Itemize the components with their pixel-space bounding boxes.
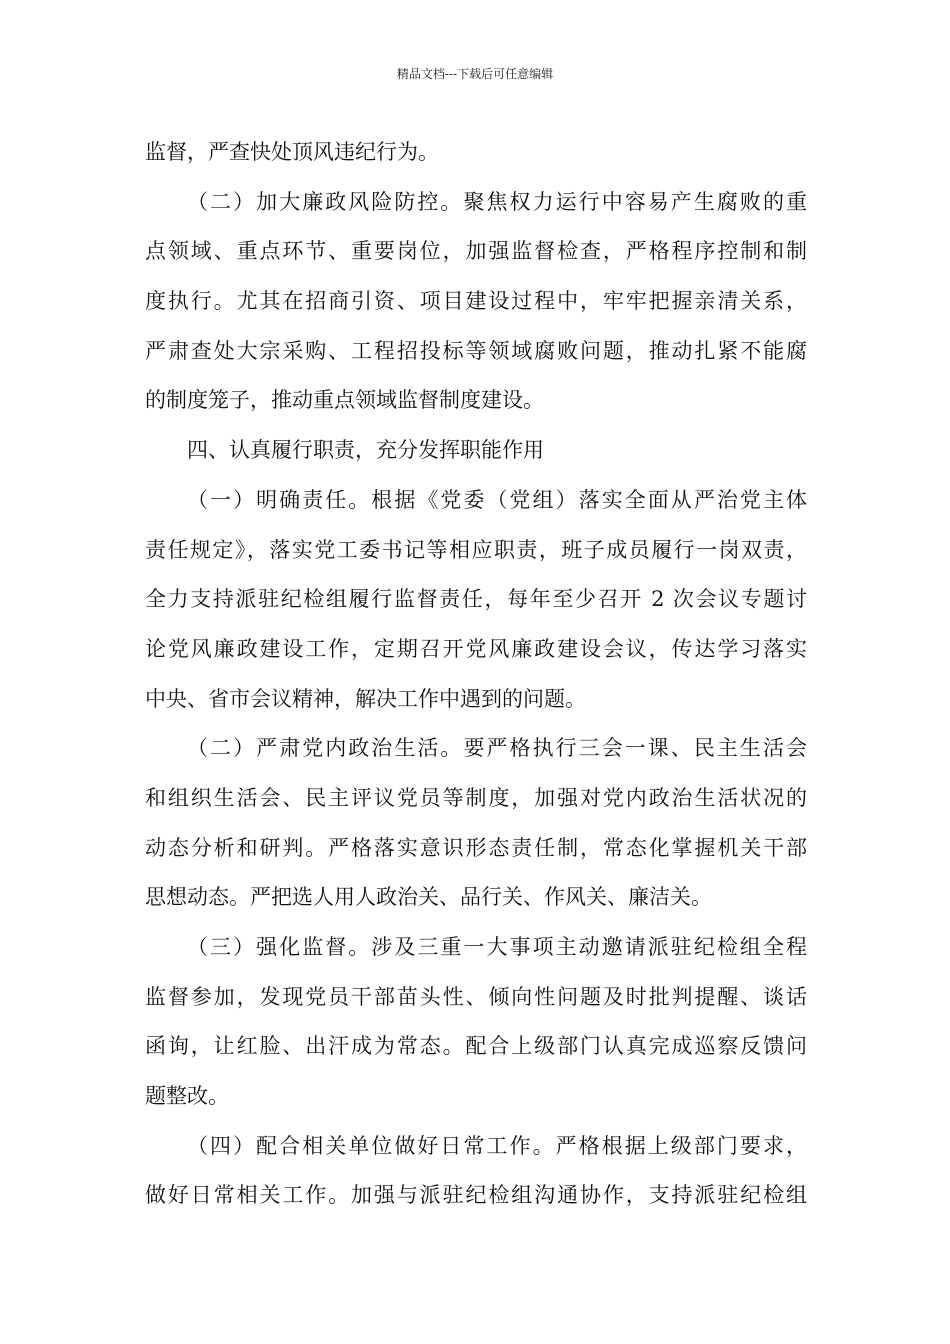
text-line: 监督参加，发现党员干部苗头性、倾向性问题及时批判提醒、谈话 [145, 984, 807, 1009]
text-line: （三）强化监督。涉及三重一大事项主动邀请派驻纪检组全程 [187, 935, 807, 959]
text-line: （二）严肃党内政治生活。要严格执行三会一课、民主生活会 [187, 736, 807, 761]
text-line: 做好日常相关工作。加强与派驻纪检组沟通协作，支持派驻纪检组 [145, 1183, 807, 1208]
text-line: 函询，让红脸、出汗成为常态。配合上级部门认真完成巡察反馈问 [145, 1034, 807, 1059]
text-line: 全力支持派驻纪检组履行监督责任，每年至少召开 2 次会议专题讨 [145, 587, 807, 612]
text-line: 责任规定》，落实党工委书记等相应职责，班子成员履行一岗双责， [145, 537, 807, 562]
text-line: 严肃查处大宗采购、工程招投标等领域腐败问题，推动扎紧不能腐 [145, 338, 807, 363]
text-line: 题整改。 [145, 1084, 229, 1109]
text-line: 和组织生活会、民主评议党员等制度，加强对党内政治生活状况的 [145, 785, 807, 810]
text-line: （二）加大廉政风险防控。聚焦权力运行中容易产生腐败的重 [187, 189, 807, 214]
page-header: 精品文档---下载后可任意编辑 [396, 67, 554, 81]
text-line: 点领域、重点环节、重要岗位，加强监督检查，严格程序控制和制 [145, 239, 807, 264]
document-body [145, 128, 807, 1221]
text-line: 动态分析和研判。严格落实意识形态责任制，常态化掌握机关干部 [145, 835, 807, 860]
text-line: 中央、省市会议精神，解决工作中遇到的问题。 [145, 686, 586, 711]
text-line: （四）配合相关单位做好日常工作。严格根据上级部门要求， [187, 1133, 807, 1158]
text-line: 监督，严查快处顶风违纪行为。 [145, 140, 439, 164]
section-heading: 四、认真履行职责，充分发挥职能作用 [187, 438, 544, 463]
text-line: 度执行。尤其在招商引资、项目建设过程中，牢牢把握亲清关系， [145, 289, 807, 314]
text-line: 论党风廉政建设工作，定期召开党风廉政建设会议，传达学习落实 [145, 636, 807, 661]
text-line: 思想动态。严把选人用人政治关、品行关、作风关、廉洁关。 [145, 885, 712, 910]
text-line: 的制度笼子，推动重点领域监督制度建设。 [145, 388, 544, 413]
text-line: （一）明确责任。根据《党委（党组）落实全面从严治党主体 [187, 487, 807, 512]
